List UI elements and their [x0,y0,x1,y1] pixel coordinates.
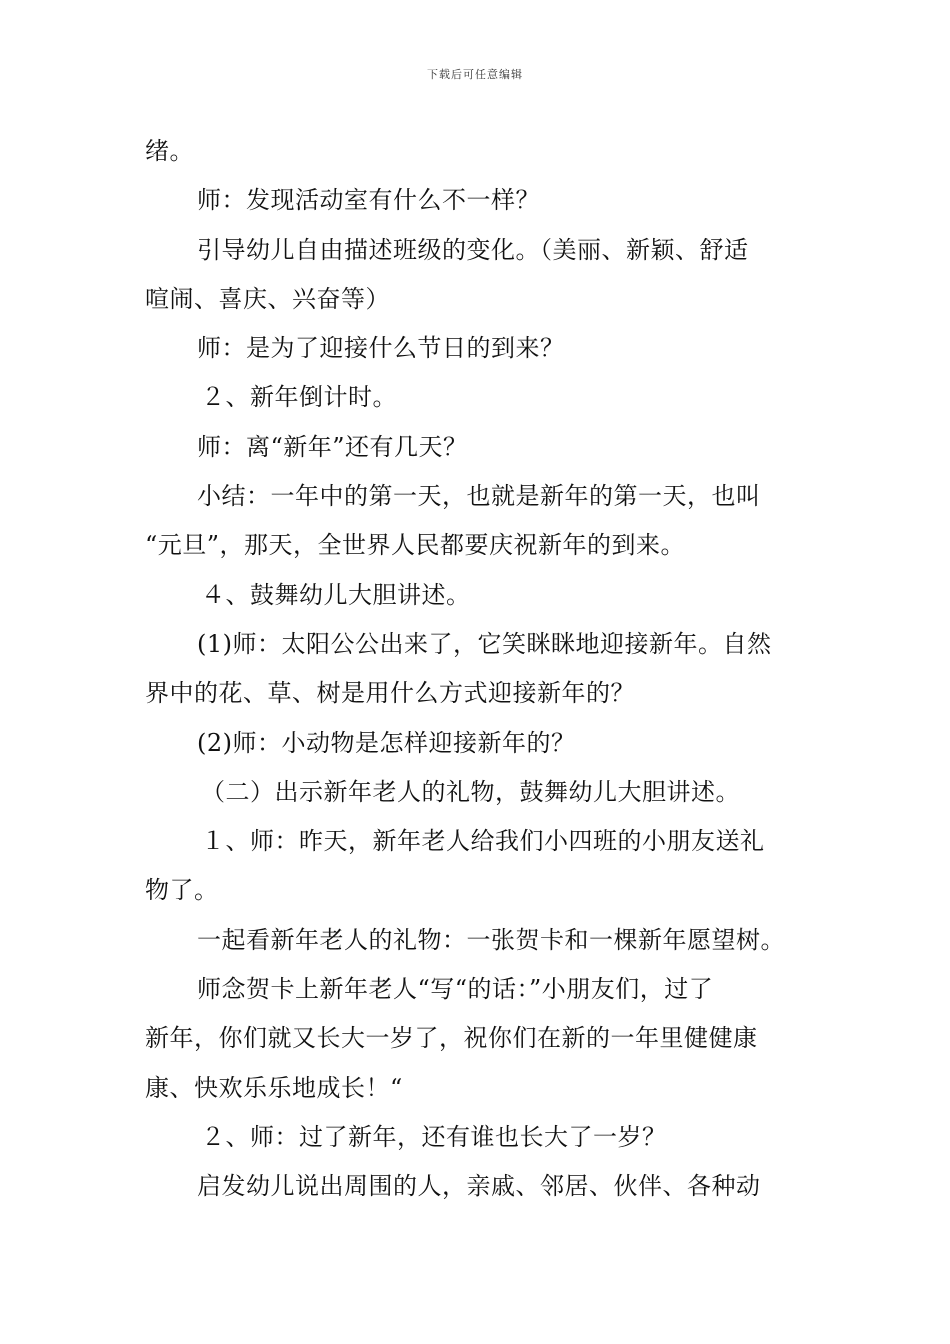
text-line: 小结：一年中的第一天，也就是新年的第一天，也叫 [197,482,761,511]
text-line: 绪。 [145,137,194,165]
text-line: ２、师：过了新年，还有谁也长大了一岁？ [201,1122,667,1151]
text-line: 一起看新年老人的礼物：一张贺卡和一棵新年愿望树。 [197,925,785,954]
text-line: 启发幼儿说出周围的人，亲戚、邻居、伙伴、各种动 [197,1172,761,1201]
text-line: １、师：昨天，新年老人给我们小四班的小朋友送礼 [201,827,765,856]
page-header: 下载后可任意编辑 [427,68,523,81]
text-line: （二）出示新年老人的礼物，鼓舞幼儿大胆讲述。 [201,777,740,806]
text-line: 新年，你们就又长大一岁了，祝你们在新的一年里健健康 [145,1024,758,1053]
text-line: 引导幼儿自由描述班级的变化。（美丽、新颖、舒适 [197,235,749,264]
text-line: 喧闹、喜庆、兴奋等） [145,284,390,313]
text-line: 师：发现活动室有什么不一样？ [197,186,540,215]
document-body [145,127,810,1212]
text-line: 康、快欢乐乐地成长！“ [145,1073,403,1102]
text-line: 师念贺卡上新年老人“写“的话：”小朋友们，过了 [197,975,714,1004]
text-line: ２、新年倒计时。 [201,383,397,412]
text-line: 物了。 [145,876,219,905]
text-line: 师：是为了迎接什么节日的到来？ [197,334,565,363]
text-line: (2)师：小动物是怎样迎接新年的？ [197,728,576,757]
text-line: (1)师：太阳公公出来了，它笑眯眯地迎接新年。自然 [197,629,772,658]
text-line: ４、鼓舞幼儿大胆讲述。 [201,580,471,609]
text-line: 界中的花、草、树是用什么方式迎接新年的？ [145,679,635,708]
text-line: 师：离“新年”还有几天？ [197,432,468,461]
text-line: “元旦”，那天，全世界人民都要庆祝新年的到来。 [145,531,686,560]
